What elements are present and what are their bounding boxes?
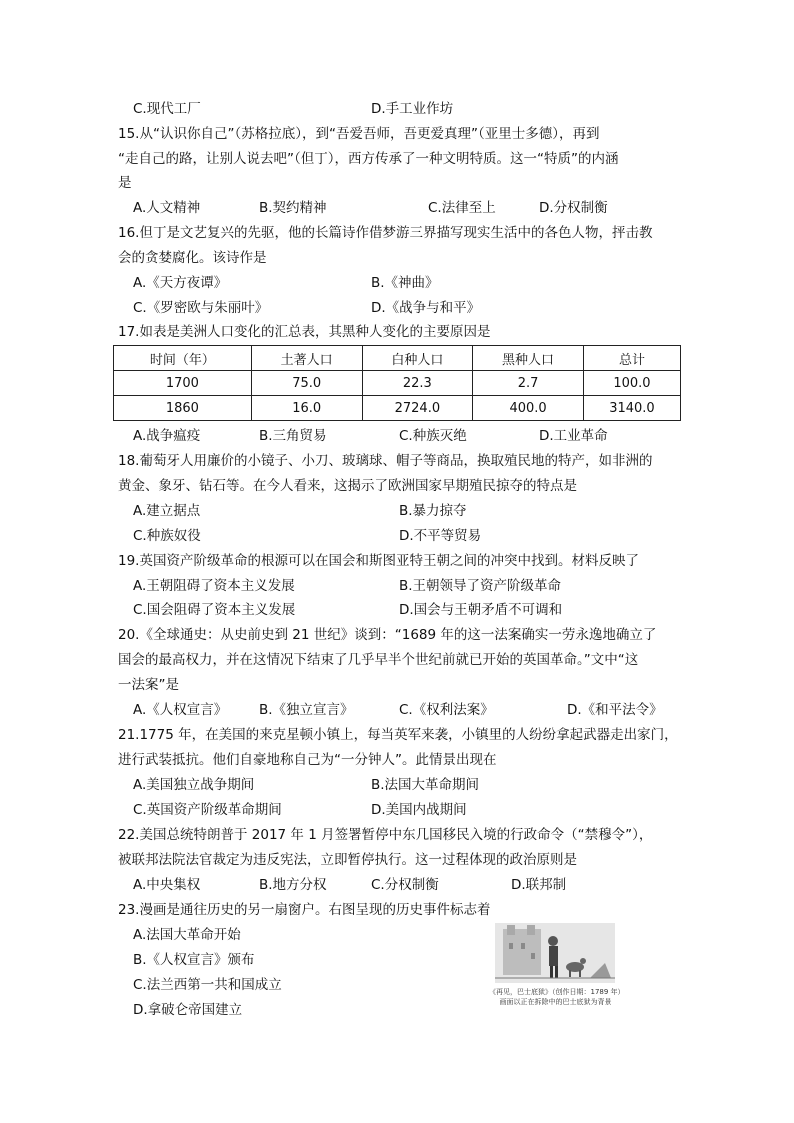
- q21-option-c: C.英国资产阶级革命期间: [133, 802, 282, 818]
- q14-option-c: C.现代工厂: [133, 101, 201, 117]
- table-row: [114, 371, 681, 396]
- table-header-cell: 白种人口: [362, 346, 473, 371]
- q22-option-d: D.联邦制: [511, 877, 567, 893]
- table-header-cell: 土著人口: [251, 346, 362, 371]
- q20-option-c: C.《权利法案》: [399, 702, 494, 718]
- q17-stem: 17.如表是美洲人口变化的汇总表，其黑种人变化的主要原因是: [118, 324, 491, 340]
- q16-option-a: A.《天方夜谭》: [133, 275, 228, 291]
- q23-option-a: A.法国大革命开始: [133, 927, 241, 943]
- q18-stem-line2: 黄金、象牙、钻石等。在今人看来，这揭示了欧洲国家早期殖民掠夺的特点是: [118, 478, 577, 494]
- q19-option-b: B.王朝领导了资产阶级革命: [399, 578, 562, 594]
- q19-stem: 19.英国资产阶级革命的根源可以在国会和斯图亚特王朝之间的冲突中找到。材料反映了: [118, 553, 639, 569]
- q19-option-c: C.国会阻碍了资本主义发展: [133, 602, 296, 618]
- table-header-cell: 黑种人口: [473, 346, 584, 371]
- table-cell: 3140.0: [583, 396, 680, 421]
- q17-option-a: A.战争瘟疫: [133, 428, 201, 444]
- q21-option-b: B.法国大革命期间: [371, 777, 480, 793]
- q17-option-b: B.三角贸易: [259, 428, 327, 444]
- cartoon-caption-line2: 画面以正在拆除中的巴士底狱为背景: [499, 998, 612, 1006]
- q16-option-c: C.《罗密欧与朱丽叶》: [133, 300, 269, 316]
- q21-option-d: D.美国内战期间: [371, 802, 467, 818]
- population-table: [113, 345, 681, 421]
- q21-stem-line1: 21.1775 年，在美国的来克星顿小镇上，每当英军来袭，小镇里的人纷纷拿起武器走出家门，: [118, 727, 678, 743]
- q18-stem-line1: 18.葡萄牙人用廉价的小镜子、小刀、玻璃球、帽子等商品，换取殖民地的特产，如非洲的: [118, 453, 653, 469]
- q22-option-b: B.地方分权: [259, 877, 327, 893]
- cartoon-caption-line1: 《再见，巴士底狱》（创作日期：1789 年）: [489, 988, 625, 996]
- q22-stem-line2: 被联邦法院法官裁定为违反宪法，立即暂停执行。这一过程体现的政治原则是: [118, 852, 577, 868]
- q23-option-b: B.《人权宣言》颁布: [133, 952, 255, 968]
- table-cell: 22.3: [362, 371, 473, 396]
- q15-stem-line1: 15.从“认识你自己”（苏格拉底），到“吾爱吾师，吾更爱真理”（亚里士多德），再到: [118, 126, 600, 142]
- bastille-cartoon-image: [495, 923, 615, 983]
- q21-option-a: A.美国独立战争期间: [133, 777, 255, 793]
- q18-option-b: B.暴力掠夺: [399, 503, 467, 519]
- q16-option-b: B.《神曲》: [371, 275, 439, 291]
- q15-stem-line2: “走自己的路，让别人说去吧”（但丁），西方传承了一种文明特质。这一“特质”的内涵: [118, 151, 619, 167]
- table-row: [114, 396, 681, 421]
- table-cell: 75.0: [251, 371, 362, 396]
- table-cell: 100.0: [583, 371, 680, 396]
- q15-option-b: B.契约精神: [259, 200, 327, 216]
- q19-option-d: D.国会与王朝矛盾不可调和: [399, 602, 563, 618]
- q20-option-a: A.《人权宣言》: [133, 702, 228, 718]
- q21-stem-line2: 进行武装抵抗。他们自豪地称自己为“一分钟人”。此情景出现在: [118, 752, 497, 768]
- q16-stem-line2: 会的贪婪腐化。该诗作是: [118, 250, 267, 266]
- q16-stem-line1: 16.但丁是文艺复兴的先驱，他的长篇诗作借梦游三界描写现实生活中的各色人物，抨击教: [118, 225, 653, 241]
- q15-option-c: C.法律至上: [428, 200, 496, 216]
- q17-option-d: D.工业革命: [539, 428, 608, 444]
- table-header-cell: 总计: [583, 346, 680, 371]
- q23-stem: 23.漫画是通往历史的另一扇窗户。右图呈现的历史事件标志着: [118, 902, 491, 918]
- q20-stem-line2: 国会的最高权力，并在这情况下结束了几乎早半个世纪前就已开始的英国革命。”文中“这: [118, 652, 639, 668]
- q20-option-d: D.《和平法令》: [567, 702, 663, 718]
- q20-option-b: B.《独立宣言》: [259, 702, 354, 718]
- q14-option-d: D.手工业作坊: [371, 101, 454, 117]
- q18-option-a: A.建立据点: [133, 503, 201, 519]
- q17-option-c: C.种族灭绝: [399, 428, 467, 444]
- q23-option-c: C.法兰西第一共和国成立: [133, 977, 282, 993]
- q15-option-a: A.人文精神: [133, 200, 201, 216]
- q18-option-c: C.种族奴役: [133, 528, 201, 544]
- q22-stem-line1: 22.美国总统特朗普于 2017 年 1 月签署暂停中东几国移民入境的行政命令（“禁穆令”），: [118, 827, 653, 843]
- q20-stem-line1: 20.《全球通史：从史前史到 21 世纪》谈到：“1689 年的这一法案确实一劳永逸地确立了: [118, 627, 657, 643]
- table-cell: 1860: [114, 396, 252, 421]
- q23-option-d: D.拿破仑帝国建立: [133, 1002, 243, 1018]
- q22-option-c: C.分权制衡: [371, 877, 439, 893]
- table-header-row: [114, 346, 681, 371]
- q22-option-a: A.中央集权: [133, 877, 201, 893]
- table-cell: 2724.0: [362, 396, 473, 421]
- cartoon-figure: [489, 923, 625, 1009]
- table-cell: 400.0: [473, 396, 584, 421]
- q18-option-d: D.不平等贸易: [399, 528, 482, 544]
- table-header-cell: 时间（年）: [114, 346, 252, 371]
- q20-stem-line3: 一法案”是: [118, 677, 179, 693]
- table-cell: 2.7: [473, 371, 584, 396]
- q15-option-d: D.分权制衡: [539, 200, 608, 216]
- q19-option-a: A.王朝阻碍了资本主义发展: [133, 578, 295, 594]
- q15-stem-line3: 是: [118, 175, 132, 191]
- table-cell: 1700: [114, 371, 252, 396]
- table-cell: 16.0: [251, 396, 362, 421]
- q16-option-d: D.《战争与和平》: [371, 300, 481, 316]
